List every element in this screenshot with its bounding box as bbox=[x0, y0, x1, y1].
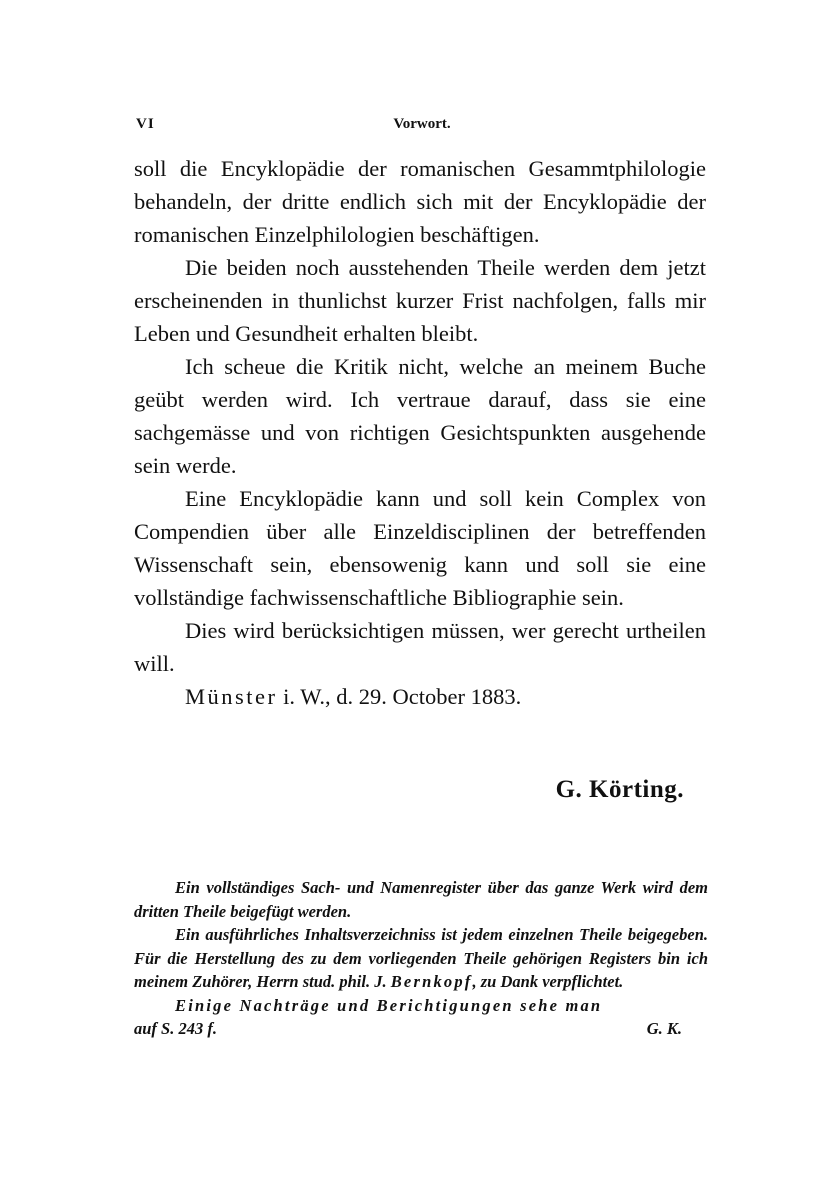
footnote-paragraph-3: Einige Nachträge und Berichtigungen sehe man bbox=[175, 995, 603, 1015]
footnote-page-ref: auf S. 243 f. bbox=[134, 1019, 217, 1038]
paragraph-4: Eine Encyklopädie kann und soll kein Complex von Compendien über alle Einzeldisciplinen der betreffenden Wissenschaft sein, ebensowenig kann und soll sie eine vollständige fachwissenschaftliche Bibliographie sein. bbox=[134, 486, 706, 610]
paragraph-1: soll die Encyklopädie der romanischen Gesammtphilologie behandeln, der dritte endlich sich mit der Encyklopädie der romanischen Einzelphilologien beschäftigen. bbox=[134, 156, 706, 247]
author-signature: G. Körting. bbox=[555, 776, 684, 803]
running-head: Vorwort. bbox=[393, 116, 451, 132]
footnote-p2-end: , zu Dank verpflichtet. bbox=[472, 972, 624, 991]
place-date-line bbox=[134, 680, 706, 713]
footnote-p2-start: Ein ausführliches Inhaltsverzeichniss ist jedem einzelnen Theile beigegeben. Für die Herstellung des zu dem vorliegenden Theile gehörigen Registers bin ich meinem Zuhörer, Herrn stud. phil. J. bbox=[134, 925, 708, 991]
date-text: i. W., d. 29. October 1883. bbox=[277, 684, 522, 709]
footnote-paragraph-2 bbox=[134, 923, 708, 994]
paragraph-3: Ich scheue die Kritik nicht, welche an meinem Buche geübt werden wird. Ich vertraue darauf, dass sie eine sachgemässe und von richtigen Gesichtspunkten ausgehende sein werde. bbox=[134, 354, 706, 478]
footnote-name: Bernkopf bbox=[390, 972, 473, 991]
footnote-paragraph-1: Ein vollständiges Sach- und Namenregister über das ganze Werk wird dem dritten Theile beigefügt werden. bbox=[134, 878, 708, 921]
page-number: VI bbox=[136, 116, 155, 132]
footnote-last-line bbox=[134, 1017, 708, 1041]
footnote-initials: G. K. bbox=[646, 1019, 682, 1038]
footnote-block bbox=[134, 876, 708, 1041]
preface-body bbox=[134, 152, 706, 713]
page-header bbox=[136, 116, 708, 140]
place-name: Münster bbox=[185, 684, 278, 709]
paragraph-2: Die beiden noch ausstehenden Theile werden dem jetzt erscheinenden in thunlichst kurzer Frist nachfolgen, falls mir Leben und Gesundheit erhalten bleibt. bbox=[134, 255, 706, 346]
paragraph-5: Dies wird berücksichtigen müssen, wer gerecht urtheilen will. bbox=[134, 618, 706, 676]
